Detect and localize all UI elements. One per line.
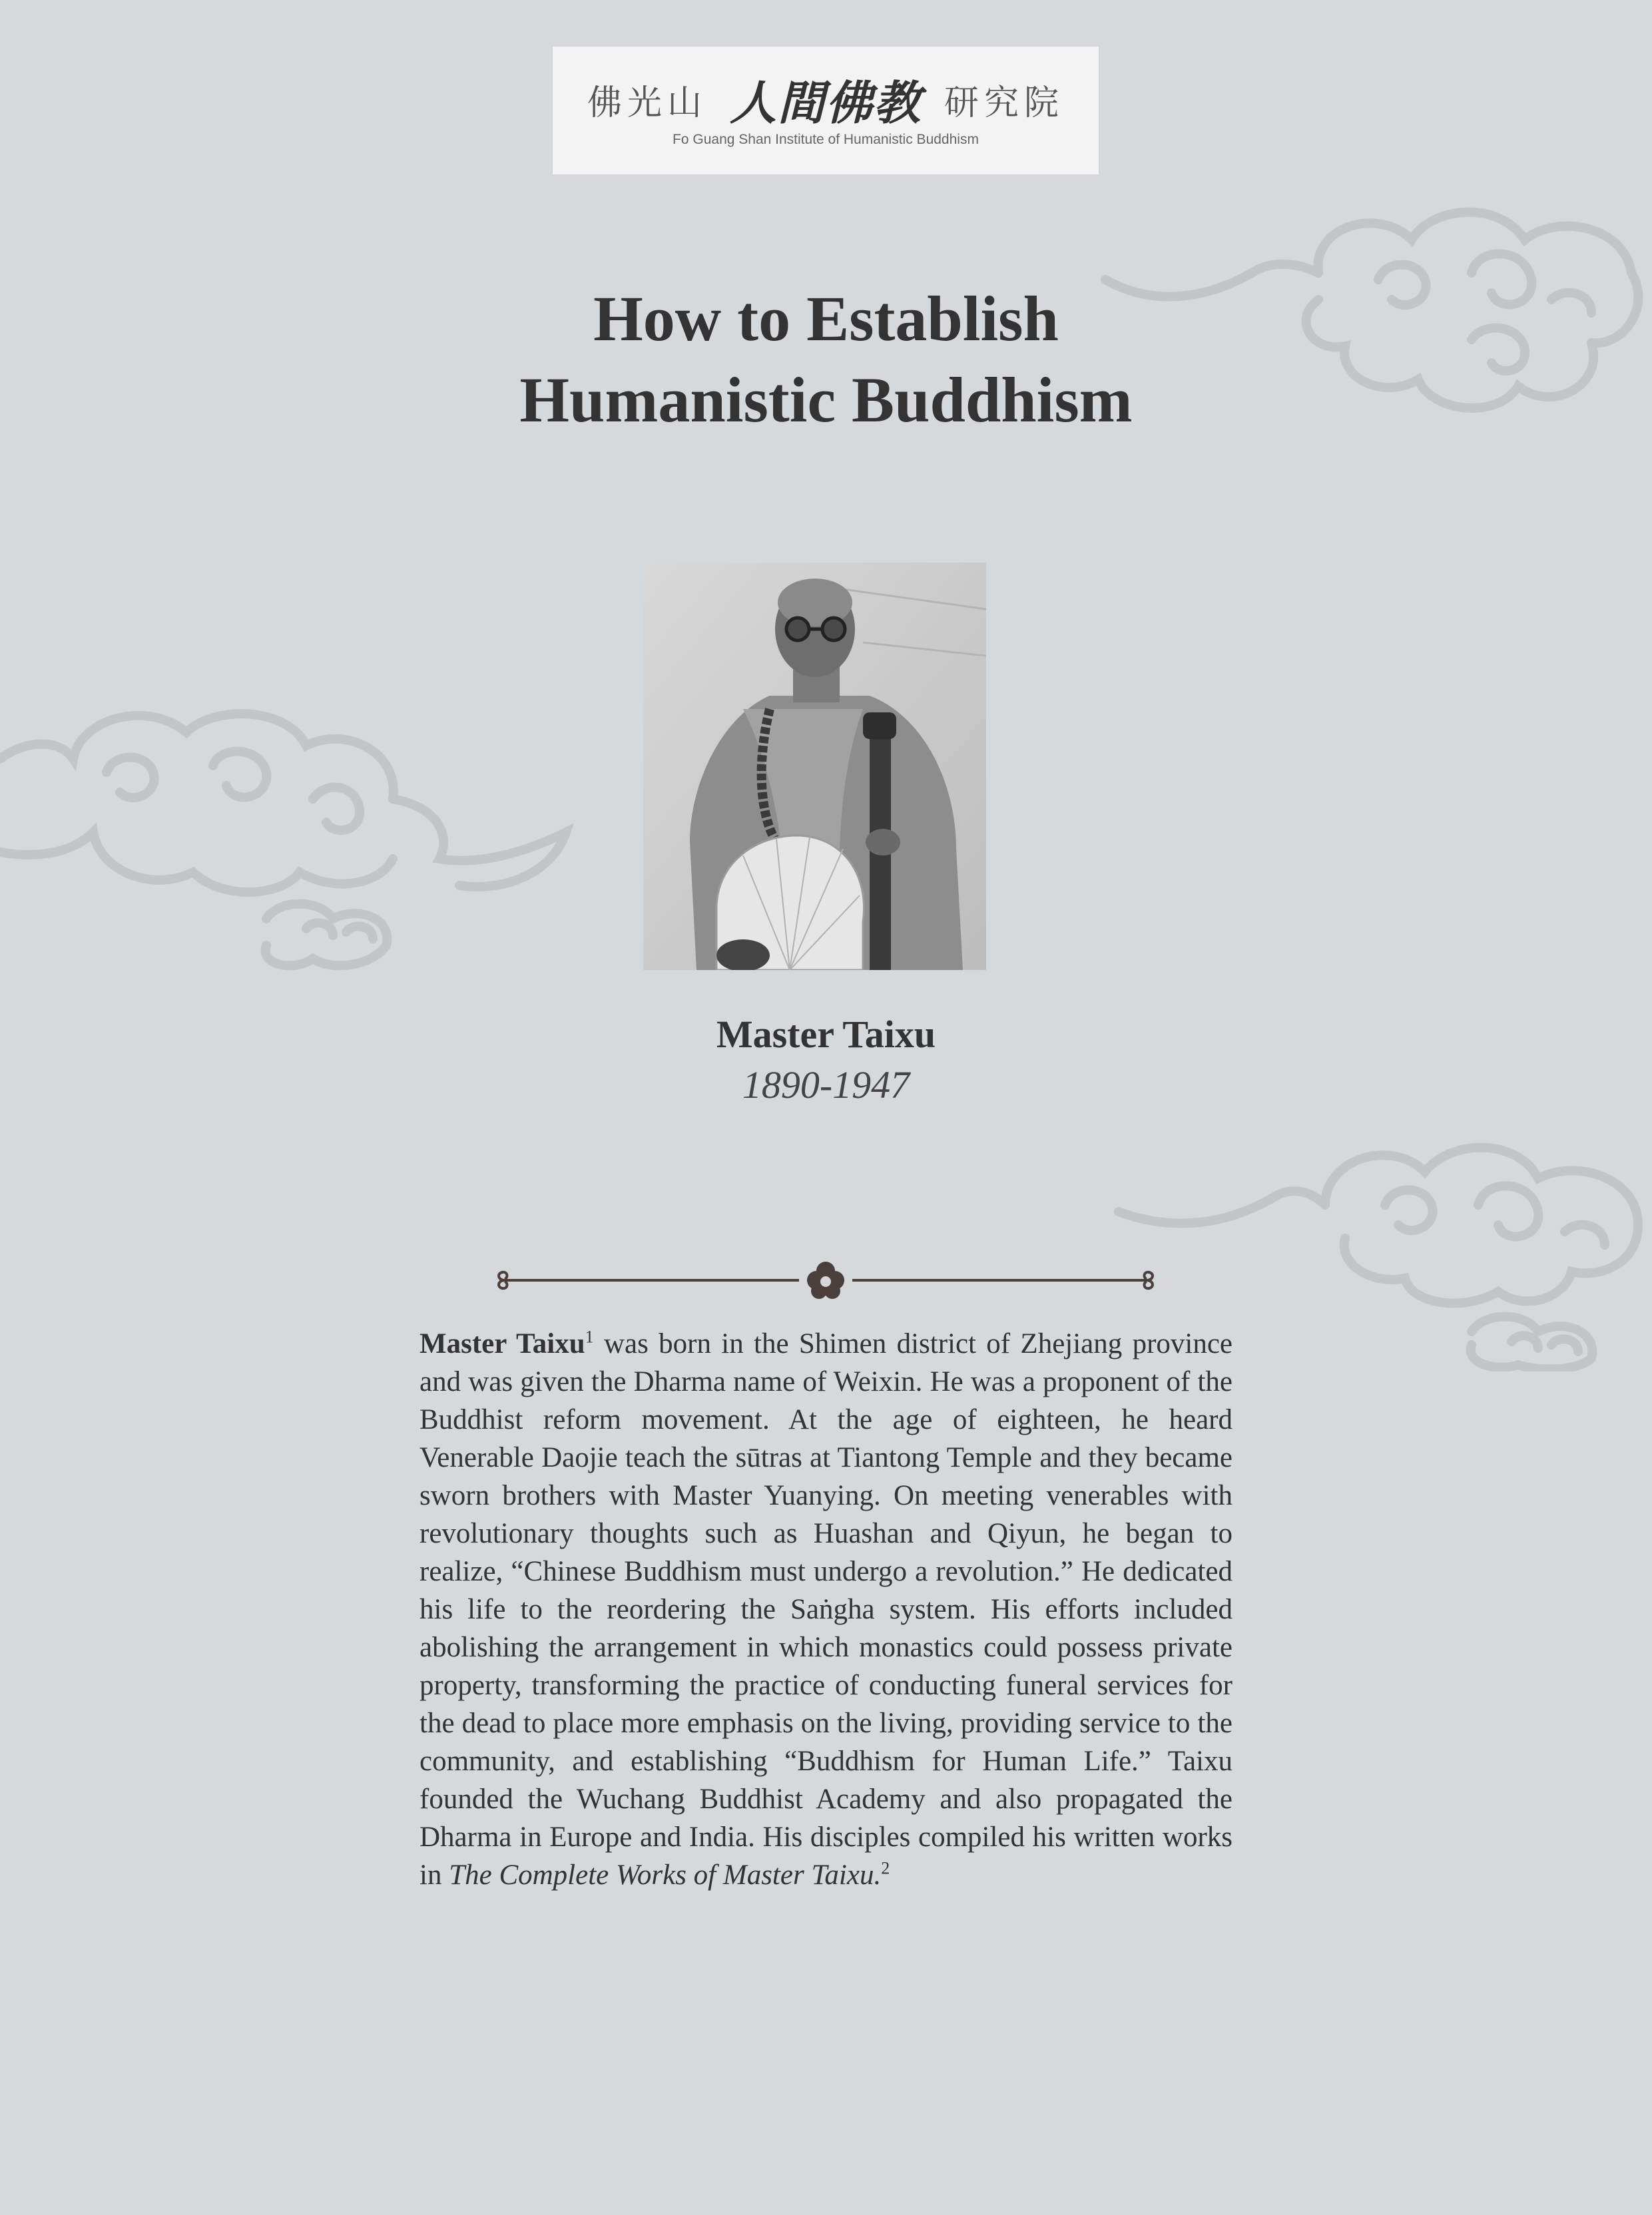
flower-icon	[807, 1262, 844, 1299]
footnote-ref-1[interactable]: 1	[585, 1327, 594, 1347]
title-line-1: How to Establish	[593, 283, 1059, 354]
cloud-ornament-left	[0, 699, 579, 979]
bio-lead-name: Master Taixu	[419, 1328, 585, 1359]
bio-book-title: The Complete Works of Master Taixu.	[449, 1859, 882, 1891]
logo-cn-institute: 研究院	[944, 83, 1065, 123]
page-title	[0, 278, 1652, 441]
biography-paragraph	[419, 1325, 1233, 1894]
logo-english-text: Fo Guang Shan Institute of Humanistic Buddhism	[673, 132, 979, 147]
title-line-2: Humanistic Buddhism	[519, 364, 1133, 435]
portrait-caption-name: Master Taixu	[716, 1013, 936, 1056]
ornamental-divider	[493, 1255, 1159, 1302]
logo-chinese-text	[553, 69, 1099, 129]
portrait-photo	[643, 563, 986, 970]
bio-body: was born in the Shimen district of Zhejiang province and was given the Dharma name of Weixin. He was a proponent of the Buddhist reform movement. At the age of eighteen, he heard Venerable Daojie teach the sūtras at Tiantong Temple and they became sworn brothers with Master Yuanying. On meeting venerables with revolutionary thoughts such as Huashan and Qiyun, he began to realize, “Chinese Buddhism must undergo a revolution.” He dedicated his life to the reordering the Saṅgha system. His efforts included abolishing the arrangement in which monastics could possess private property, transforming the practice of conducting funeral services for the dead to place more emphasis on the living, providing service to the community, and establishing “Buddhism for Human Life.” Taixu founded the Wuchang Buddhist Academy and also propagated the Dharma in Europe and India. His disciples compiled his written works in	[419, 1328, 1233, 1891]
portrait-caption-dates: 1890-1947	[742, 1063, 910, 1107]
institute-logo	[553, 47, 1099, 174]
logo-cn-fo-guang-shan: 佛光山	[587, 83, 707, 123]
footnote-ref-2[interactable]: 2	[881, 1858, 890, 1878]
logo-cn-humanistic-buddhism: 人間佛教	[730, 75, 922, 130]
